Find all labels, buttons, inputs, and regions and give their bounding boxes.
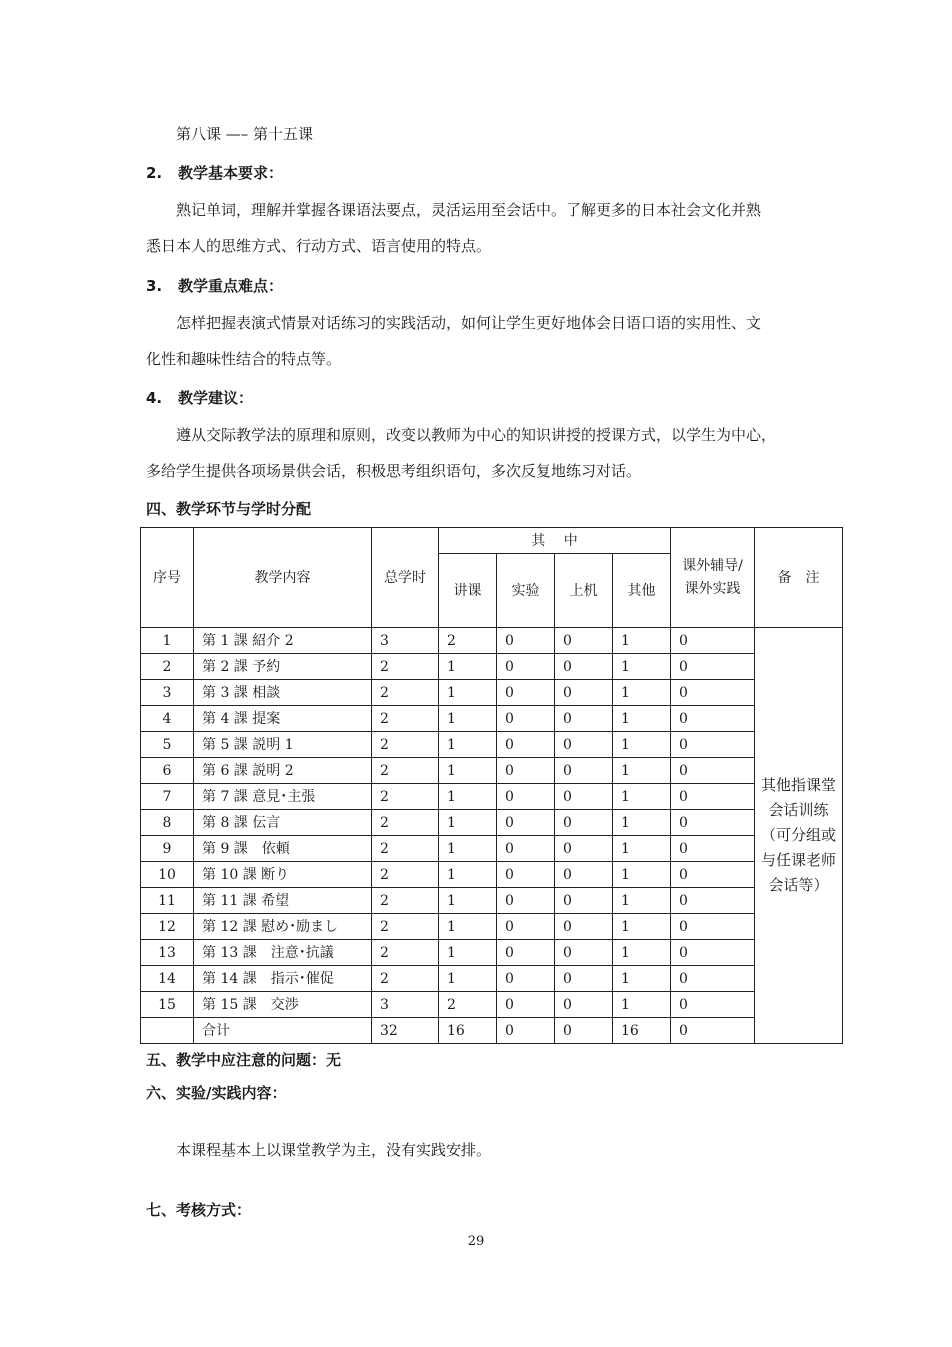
- section-4-heading: [146, 388, 253, 408]
- section-2-paragraph-line-2: 悉日本人的思维方式、行动方式、语言使用的特点。: [146, 237, 492, 255]
- part-6-heading: 六、实验/实践内容：: [146, 1084, 287, 1102]
- section-3-title: 教学重点难点：: [178, 277, 284, 295]
- table-row: 9 第 9 課 依頼 2 1 0 0 1 0: [141, 836, 843, 862]
- teaching-hours-table: [140, 527, 843, 1044]
- section-4-number: 4.: [146, 389, 163, 407]
- part-7-heading: 七、考核方式：: [146, 1201, 252, 1219]
- table-row: 13 第 13 課 注意･抗議 2 1 0 0 1 0: [141, 940, 843, 966]
- header-lecture: 讲课: [439, 554, 497, 628]
- section-2-paragraph-line-1: 熟记单词，理解并掌握各课语法要点，灵活运用至会话中。了解更多的日本社会文化并熟: [176, 201, 762, 219]
- header-of-which: 其 中: [439, 528, 671, 554]
- section-4-paragraph-line-1: 遵从交际教学法的原理和原则，改变以教师为中心的知识讲授的授课方式，以学生为中心，: [176, 426, 777, 444]
- header-remark: 备 注: [755, 528, 843, 628]
- remark-cell: 其他指课堂会话训练（可分组或与任课老师会话等）: [755, 628, 843, 1044]
- section-3-paragraph-line-2: 化性和趣味性结合的特点等。: [146, 350, 342, 368]
- part-4-heading: 四、教学环节与学时分配: [146, 500, 312, 518]
- table-row: 15 第 15 課 交渉 3 2 0 0 1 0: [141, 992, 843, 1018]
- header-content: 教学内容: [194, 528, 372, 628]
- section-2-heading: [146, 163, 283, 183]
- section-2-number: 2.: [146, 164, 163, 182]
- table-row: 3 第 3 課 相談 2 1 0 0 1 0: [141, 680, 843, 706]
- table-row: 6 第 6 課 説明 2 2 1 0 0 1 0: [141, 758, 843, 784]
- section-2-title: 教学基本要求：: [178, 164, 284, 182]
- header-outside-class: 课外辅导/课外实践: [671, 528, 755, 628]
- page-number: 29: [467, 1234, 485, 1249]
- section-3-heading: [146, 276, 283, 296]
- header-seq: 序号: [141, 528, 194, 628]
- table-row: 2 第 2 課 予約 2 1 0 0 1 0: [141, 654, 843, 680]
- section-4-paragraph-line-2: 多给学生提供各项场景供会话，积极思考组织语句，多次反复地练习对话。: [146, 462, 642, 480]
- table-total-row: 合计 32 16 0 0 16 0: [141, 1018, 843, 1044]
- table-row: 4 第 4 課 提案 2 1 0 0 1 0: [141, 706, 843, 732]
- section-4-title: 教学建议：: [178, 389, 254, 407]
- header-total-hours: 总学时: [372, 528, 439, 628]
- part-5-heading: 五、教学中应注意的问题：无: [146, 1051, 342, 1069]
- table-row: 7 第 7 課 意見･主張 2 1 0 0 1 0: [141, 784, 843, 810]
- section-3-number: 3.: [146, 277, 163, 295]
- table-row: 11 第 11 課 希望 2 1 0 0 1 0: [141, 888, 843, 914]
- table-row: 5 第 5 課 説明 1 2 1 0 0 1 0: [141, 732, 843, 758]
- section-3-paragraph-line-1: 怎样把握表演式情景对话练习的实践活动，如何让学生更好地体会日语口语的实用性、文: [176, 314, 762, 332]
- table-row: 14 第 14 課 指示･催促 2 1 0 0 1 0: [141, 966, 843, 992]
- table-row: 8 第 8 課 伝言 2 1 0 0 1 0: [141, 810, 843, 836]
- header-computer: 上机: [555, 554, 613, 628]
- table-row: 10 第 10 課 断り 2 1 0 0 1 0: [141, 862, 843, 888]
- header-other: 其他: [613, 554, 671, 628]
- header-lab: 实验: [497, 554, 555, 628]
- table-row: 12 第 12 課 慰め･励まし 2 1 0 0 1 0: [141, 914, 843, 940]
- part-6-paragraph: 本课程基本上以课堂教学为主，没有实践安排。: [176, 1141, 492, 1159]
- lesson-range-line: 第八课 —– 第十五课: [176, 125, 314, 143]
- table-row: 1 第 1 課 紹介 2 3 2 0 0 1 0 其他指课堂会话训练（可分组或与任课老师会话等）: [141, 628, 843, 654]
